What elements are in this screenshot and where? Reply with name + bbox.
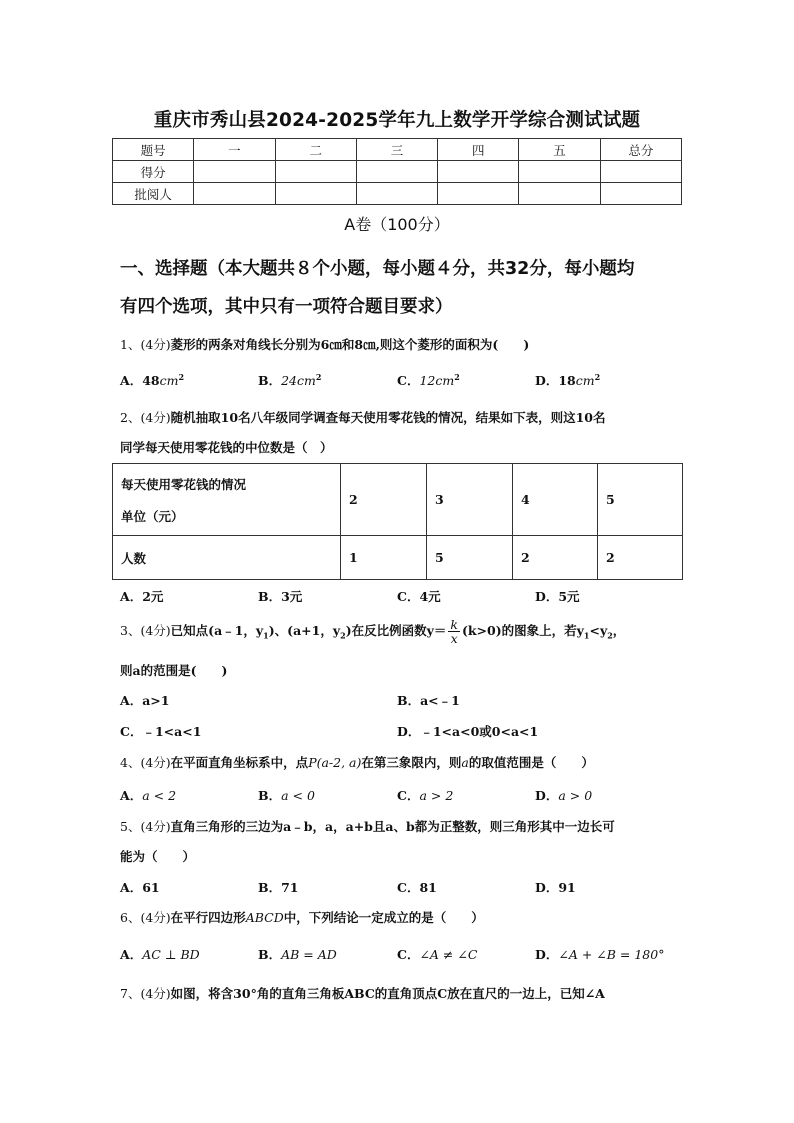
q4-option-d[interactable] <box>535 786 592 804</box>
score-row <box>113 161 682 183</box>
q3-option-c[interactable]: C．﹣1<a<1 <box>120 724 202 739</box>
option-value: 24 <box>281 373 297 388</box>
score-header-cell: 题号 <box>113 139 194 161</box>
subscript: 2 <box>340 630 346 641</box>
q5-option-b[interactable]: B．71 <box>258 880 299 895</box>
option-label: D． <box>535 788 559 803</box>
question-prefix: 7、(4分) <box>120 986 171 1001</box>
question-text: 随机抽取10名八年级同学调查每天使用零花钱的情况，结果如下表，则这10名 <box>170 410 606 425</box>
table-cell: 2 <box>598 536 683 580</box>
score-cell <box>356 183 437 205</box>
score-cell <box>600 183 681 205</box>
score-header-cell: 四 <box>438 139 519 161</box>
q3-option-a[interactable]: A．a>1 <box>120 693 170 708</box>
question-prefix: 5、(4分) <box>120 819 171 834</box>
math-variable: a <box>461 755 469 770</box>
option-math: AB = AD <box>281 947 337 962</box>
question-prefix: 4、(4分) <box>120 755 171 770</box>
option-exponent: 2 <box>594 371 601 382</box>
reviewer-row <box>113 183 682 205</box>
q5-option-d[interactable]: D．91 <box>535 880 576 895</box>
option-label: A． <box>120 788 143 803</box>
question-text: 中，下列结论一定成立的是（ ） <box>283 910 484 925</box>
option-unit: cm <box>575 373 595 388</box>
question-text: 已知点(a﹣1，y <box>170 623 264 638</box>
option-unit: cm <box>296 373 316 388</box>
q1-option-d[interactable] <box>535 371 600 389</box>
score-cell <box>438 183 519 205</box>
question-3-line1 <box>120 618 690 645</box>
section-a-heading: A卷（100分） <box>344 215 450 234</box>
row-header-line: 每天使用零花钱的情况 <box>121 476 247 492</box>
q2-option-a[interactable]: A．2元 <box>120 589 164 604</box>
q4-option-c[interactable] <box>397 786 453 804</box>
score-table <box>112 138 682 205</box>
question-text: 如图，将含30°角的直角三角板ABC的直角顶点C放在直尺的一边上，已知∠A <box>170 986 605 1001</box>
option-exponent: 2 <box>454 371 460 382</box>
question-2-line2: 同学每天使用零花钱的中位数是（ ） <box>120 440 333 455</box>
score-header-cell: 总分 <box>600 139 681 161</box>
score-cell <box>275 161 356 183</box>
table-cell: 5 <box>598 464 683 536</box>
question-6 <box>120 908 690 926</box>
q3-option-b[interactable]: B．a<﹣1 <box>397 693 460 708</box>
option-label: B． <box>258 373 282 388</box>
option-label: A． <box>120 373 143 388</box>
question-prefix: 6、(4分) <box>120 910 171 925</box>
score-cell <box>194 183 275 205</box>
score-cell <box>438 161 519 183</box>
score-header-cell: 二 <box>275 139 356 161</box>
option-math: a > 0 <box>558 788 593 803</box>
question-text: 在第三象限内，则 <box>361 755 462 770</box>
table-cell: 3 <box>427 464 513 536</box>
question-text: 菱形的两条对角线长分别为6㎝和8㎝,则这个菱形的面积为( ) <box>170 337 530 352</box>
table-row <box>113 536 683 580</box>
score-header-cell: 三 <box>356 139 437 161</box>
score-header-cell: 五 <box>519 139 600 161</box>
option-unit: cm <box>435 373 455 388</box>
fraction-numerator: k <box>450 617 458 632</box>
option-math: a < 0 <box>281 788 315 803</box>
option-math: AC ⊥ BD <box>142 947 200 962</box>
question-3-line2: 则a的范围是( ) <box>120 663 228 678</box>
question-prefix: 3、(4分) <box>120 623 171 638</box>
option-math: ∠A ≠ ∠C <box>419 947 478 962</box>
subscript: 2 <box>607 630 613 641</box>
table-cell: 5 <box>427 536 513 580</box>
table-cell: 1 <box>341 536 427 580</box>
score-row-label: 得分 <box>113 161 194 183</box>
table-cell: 2 <box>341 464 427 536</box>
option-value: 12 <box>419 373 436 388</box>
q3-option-d[interactable]: D．﹣1<a<0或0<a<1 <box>397 724 539 739</box>
q6-option-a[interactable] <box>120 945 200 963</box>
question-text: 在平行四边形 <box>170 910 246 925</box>
option-unit: cm <box>159 373 179 388</box>
option-math: a < 2 <box>142 788 177 803</box>
q6-option-c[interactable] <box>397 945 477 963</box>
section-heading-line2: 有四个选项，其中只有一项符合题目要求） <box>120 297 453 317</box>
question-prefix: 2、(4分) <box>120 410 171 425</box>
question-5-line2: 能为（ ） <box>120 849 196 864</box>
score-cell <box>275 183 356 205</box>
q4-option-a[interactable] <box>120 786 176 804</box>
question-text: (k>0)的图象上，若y <box>461 623 584 638</box>
q6-option-b[interactable] <box>258 945 337 963</box>
option-value: 48 <box>142 373 160 388</box>
q4-option-b[interactable] <box>258 786 315 804</box>
subscript: 1 <box>263 630 269 641</box>
question-4 <box>120 753 690 771</box>
question-5-line1 <box>120 817 690 835</box>
question-text: ， <box>612 623 626 638</box>
question-text: 的取值范围是（ ） <box>468 755 594 770</box>
option-label: C． <box>397 788 420 803</box>
score-cell <box>194 161 275 183</box>
question-text: 直角三角形的三边为a﹣b，a，a+b且a、b都为正整数，则三角形其中一边长可 <box>170 819 615 834</box>
question-7 <box>120 984 690 1002</box>
option-label: D． <box>535 373 559 388</box>
q1-option-c[interactable] <box>397 371 460 389</box>
option-exponent: 2 <box>178 371 185 382</box>
question-text: 在平面直角坐标系中，点 <box>170 755 309 770</box>
option-exponent: 2 <box>315 371 322 382</box>
table-cell: 4 <box>513 464 598 536</box>
score-cell <box>519 161 600 183</box>
question-2-line1 <box>120 408 690 426</box>
q5-option-a[interactable]: A．61 <box>120 880 160 895</box>
option-math: ∠A + ∠B = 180° <box>558 947 665 962</box>
score-cell <box>600 161 681 183</box>
q1-option-a[interactable] <box>120 371 184 389</box>
pocket-money-table <box>112 463 683 580</box>
q2-option-d[interactable]: D．5元 <box>535 589 580 604</box>
math-expression: P(a-2, a) <box>308 755 362 770</box>
option-value: 18 <box>558 373 576 388</box>
q2-option-b[interactable]: B．3元 <box>258 589 303 604</box>
question-text: )在反比例函数y＝ <box>345 623 447 638</box>
row-header-line: 单位（元） <box>121 508 184 524</box>
page-title: 重庆市秀山县2024-2025学年九上数学开学综合测试试题 <box>153 110 641 131</box>
option-label: C． <box>397 373 420 388</box>
option-label: B． <box>258 788 282 803</box>
score-row-label: 批阅人 <box>113 183 194 205</box>
table-row-header: 人数 <box>113 536 341 580</box>
score-cell <box>519 183 600 205</box>
option-label: D． <box>535 947 559 962</box>
section-heading-line1: 一、选择题（本大题共８个小题，每小题４分，共32分，每小题均 <box>120 259 635 279</box>
q5-option-c[interactable]: C．81 <box>397 880 437 895</box>
q2-option-c[interactable]: C．4元 <box>397 589 441 604</box>
table-row <box>113 464 683 536</box>
question-1 <box>120 335 690 353</box>
option-label: C． <box>397 947 420 962</box>
option-label: A． <box>120 947 143 962</box>
question-text: <y <box>589 623 608 638</box>
table-row-header <box>113 464 341 536</box>
subscript: 1 <box>583 630 590 641</box>
fraction-k-over-x <box>448 618 460 645</box>
option-math: a > 2 <box>419 788 454 803</box>
fraction-denominator: x <box>450 631 458 646</box>
question-prefix: 1、(4分) <box>120 337 171 352</box>
q6-option-d[interactable] <box>535 945 664 963</box>
math-expression: ABCD <box>245 910 284 925</box>
score-cell <box>356 161 437 183</box>
table-cell: 2 <box>513 536 598 580</box>
question-text: )、(a+1，y <box>268 623 341 638</box>
score-table-header-row <box>113 139 682 161</box>
q1-option-b[interactable] <box>258 371 321 389</box>
option-label: B． <box>258 947 282 962</box>
score-header-cell: 一 <box>194 139 275 161</box>
